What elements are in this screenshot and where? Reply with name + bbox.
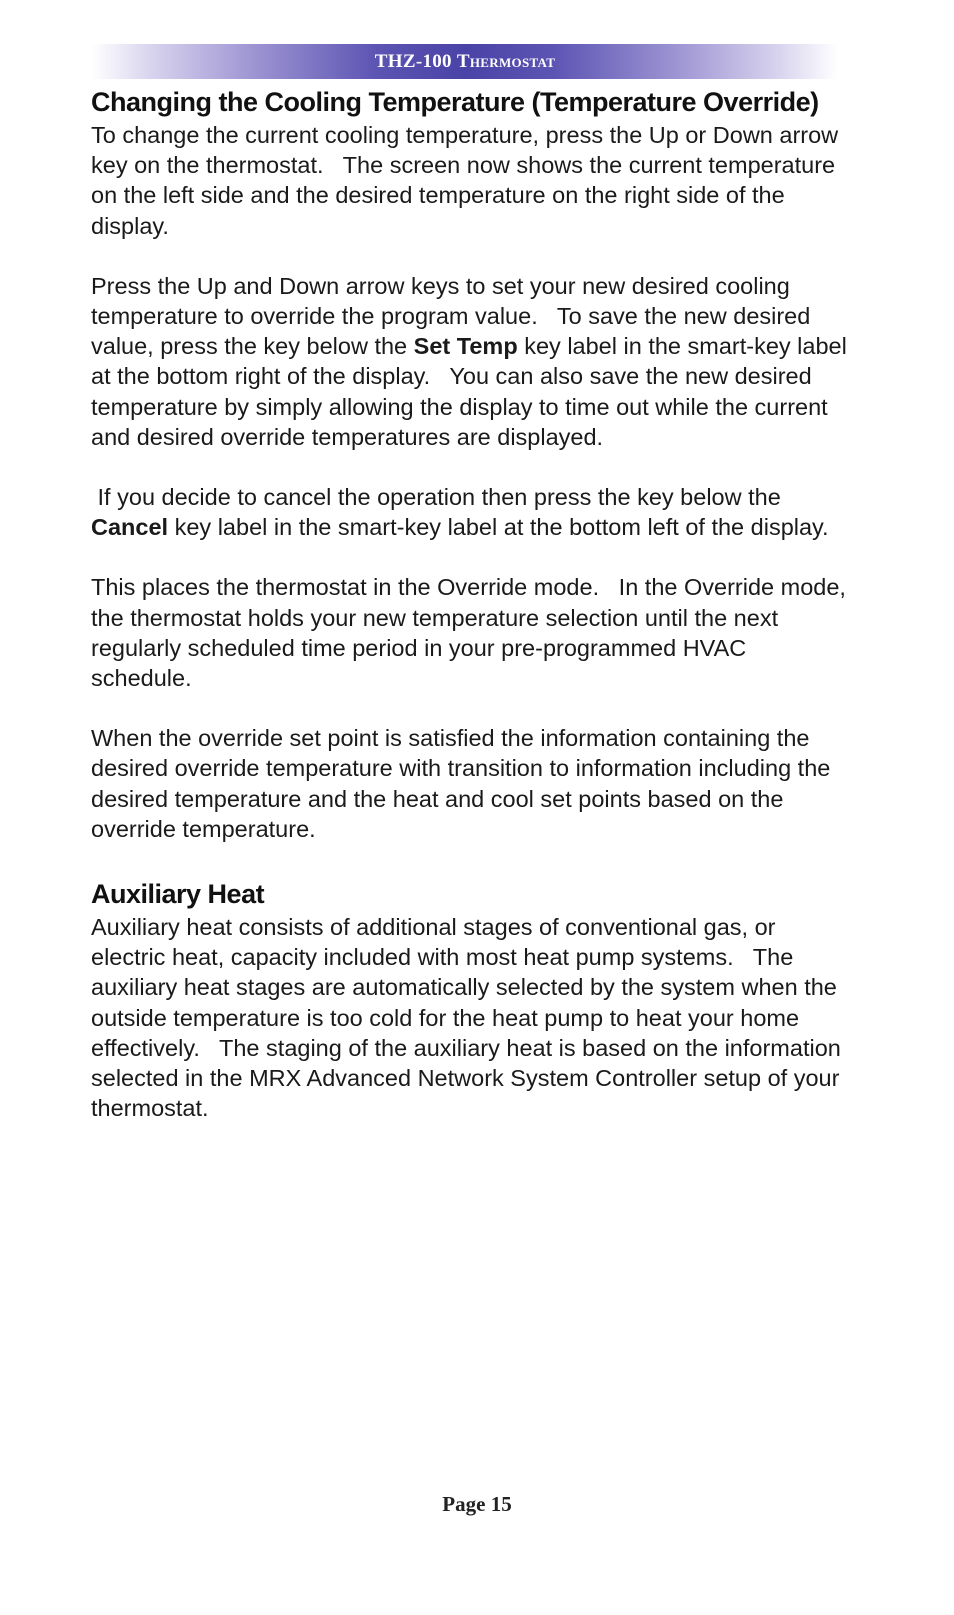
document-body — [91, 84, 854, 1123]
paragraph-set-temp-after: key label in the smart-key label at the bottom right of the display. You can also save the new desired temperature by simply allowing the display to time out while the current and desired override temperatures are displayed. — [91, 333, 854, 450]
header-title — [375, 51, 555, 73]
paragraph-cancel — [91, 482, 851, 542]
paragraph-override-mode: This places the thermostat in the Override mode. In the Override mode, the thermostat holds your new temperature selection until the next regularly scheduled time period in your pre-programmed HVAC schedule. — [91, 574, 853, 692]
paragraph-set-temp-before: Press the Up and Down arrow keys to set your new desired cooling temperature to override the program value. To save the new desired value, press the key below the — [91, 272, 817, 360]
paragraph-change-cooling: To change the current cooling temperature, press the Up or Down arrow key on the thermostat. The screen now shows the current temperature on the left side and the desired temperature on the right side of the display. — [91, 122, 845, 239]
header-model: THZ-100 — [374, 50, 452, 72]
section-heading-cooling-override: Changing the Cooling Temperature (Temperature Override) — [91, 87, 819, 117]
set-temp-key-label: Set Temp — [413, 333, 518, 360]
page-number: Page 15 — [442, 1492, 512, 1516]
page-header-banner — [92, 44, 838, 79]
paragraph-cancel-after: key label in the smart-key label at the bottom left of the display. — [168, 514, 829, 541]
paragraph-override-satisfied: When the override set point is satisfied the information containing the desired override temperature with transition to information including the desired temperature and the heat and cool set points based on the override temperature. — [91, 725, 837, 842]
cancel-key-label: Cancel — [91, 514, 169, 541]
paragraph-set-temp — [91, 271, 854, 452]
paragraph-auxiliary-heat: Auxiliary heat consists of additional stages of conventional gas, or electric heat, capacity included with most heat pump systems. The auxiliary heat stages are automatically selected by the system when the outside temperature is too cold for the heat pump to heat your home effectively. The staging of the auxiliary heat is based on the information selected in the MRX Advanced Network System Controller setup of your thermostat. — [91, 914, 848, 1122]
section-heading-auxiliary-heat: Auxiliary Heat — [91, 879, 265, 910]
header-product: Thermostat — [456, 50, 556, 72]
paragraph-cancel-before: If you decide to cancel the operation then press the key below the — [91, 484, 788, 511]
